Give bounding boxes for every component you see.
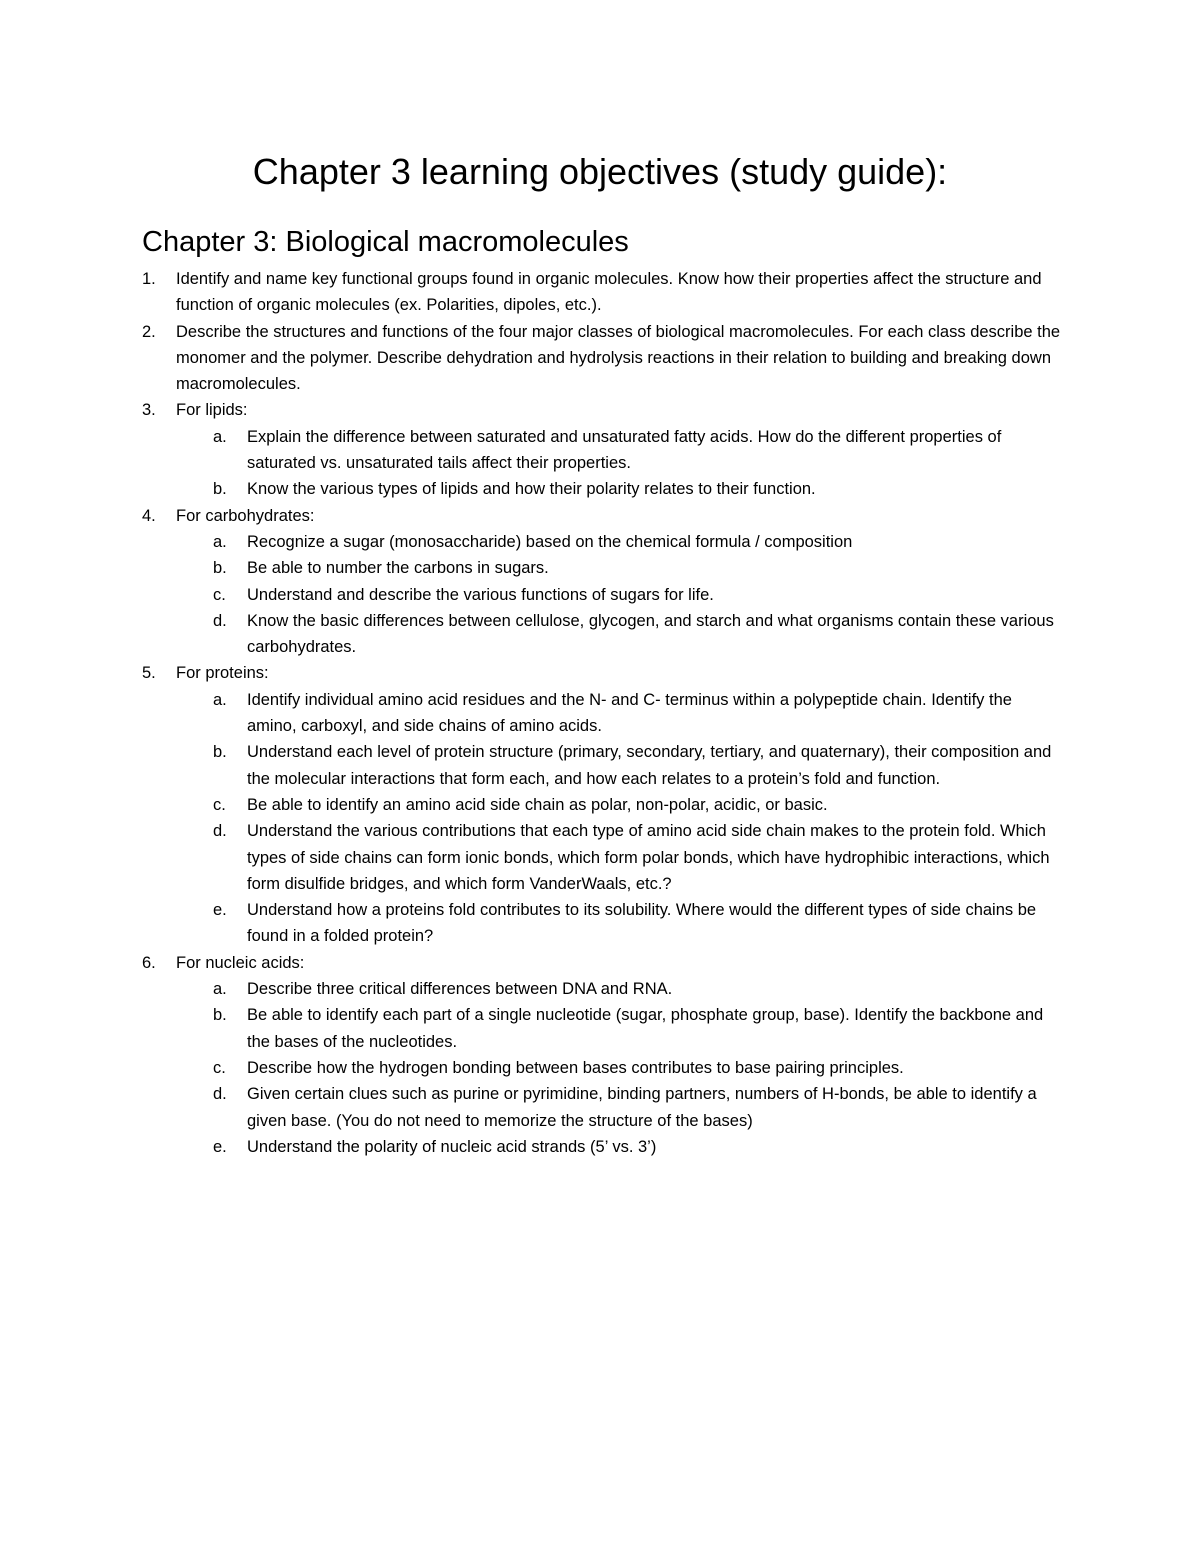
sub-objective-letter: c. — [213, 795, 226, 814]
sub-objective-item — [142, 818, 1062, 897]
objective-number: 5. — [142, 664, 156, 683]
sub-objective-item — [142, 582, 1062, 608]
sub-objective-text: Be able to number the carbons in sugars. — [247, 559, 549, 578]
sub-objective-text: Be able to identify each part of a single nucleotide (sugar, phosphate group, base). Identify the backbone and the bases of the nucleotides. — [247, 1006, 1044, 1051]
sub-objective-text: Understand and describe the various functions of sugars for life. — [247, 585, 714, 604]
sub-objective-letter: a. — [213, 690, 227, 709]
objective-number: 2. — [142, 322, 156, 341]
sub-objective-item — [142, 897, 1062, 950]
sub-objective-text: Identify individual amino acid residues and the N- and C- terminus within a polypeptide chain. Identify the amino, carboxyl, and side chains of amino acids. — [247, 690, 1012, 736]
objective-item — [142, 266, 1062, 319]
sub-objective-item — [142, 1002, 1062, 1055]
sub-objective-item — [142, 529, 1062, 555]
sub-objective-letter: e. — [213, 1137, 227, 1156]
sub-objective-item — [142, 976, 1062, 1002]
sub-objective-letter: e. — [213, 901, 227, 920]
sub-objective-item — [142, 555, 1062, 581]
sub-objective-text: Understand each level of protein structure (primary, secondary, tertiary, and quaternary), their composition and the molecular interactions that form each, and how each relates to a protein’s fold and function. — [247, 743, 1052, 788]
objective-text: Identify and name key functional groups found in organic molecules. Know how their properties affect the structure and function of organic molecules (ex. Polarities, dipoles, etc.). — [176, 270, 1042, 315]
sub-objective-item — [142, 687, 1062, 740]
sub-objective-letter: d. — [213, 1085, 227, 1104]
objective-item — [142, 660, 1062, 686]
sub-objective-text: Given certain clues such as purine or pyrimidine, binding partners, numbers of H-bonds, be able to identify a given base. (You do not need to memorize the structure of the bases) — [247, 1085, 1037, 1130]
sub-objective-item — [142, 792, 1062, 818]
section-heading: Chapter 3: Biological macromolecules — [142, 226, 629, 258]
sub-objective-letter: b. — [213, 1006, 227, 1025]
objective-text: Describe the structures and functions of the four major classes of biological macromolecules. For each class describe the monomer and the polymer. Describe dehydration and hydrolysis reactions in their relation to building and breaking down macromolecules. — [176, 322, 1061, 394]
objective-number: 6. — [142, 953, 156, 972]
sub-objective-letter: b. — [213, 559, 227, 578]
sub-objective-item — [142, 476, 1062, 502]
sub-objective-item — [142, 739, 1062, 792]
objective-item — [142, 950, 1062, 976]
sub-objective-text: Be able to identify an amino acid side chain as polar, non-polar, acidic, or basic. — [247, 795, 828, 814]
sub-objective-letter: a. — [213, 427, 227, 446]
sub-objective-letter: b. — [213, 743, 227, 762]
objective-item — [142, 397, 1062, 423]
sub-objective-letter: d. — [213, 822, 227, 841]
objective-text: For carbohydrates: — [176, 506, 315, 525]
objective-text: For proteins: — [176, 664, 269, 683]
sub-objective-item — [142, 1134, 1062, 1160]
objective-text: For lipids: — [176, 401, 248, 420]
objectives-list — [142, 266, 1062, 1160]
sub-objective-letter: d. — [213, 611, 227, 630]
sub-objective-text: Explain the difference between saturated and unsaturated fatty acids. How do the different properties of saturated vs. unsaturated tails affect their properties. — [247, 427, 1002, 473]
sub-objective-text: Describe three critical differences between DNA and RNA. — [247, 980, 673, 999]
sub-objective-item — [142, 1081, 1062, 1134]
sub-objective-text: Understand the polarity of nucleic acid strands (5’ vs. 3’) — [247, 1137, 657, 1156]
sub-objective-letter: b. — [213, 480, 227, 499]
sub-objective-item — [142, 424, 1062, 477]
sub-objective-letter: a. — [213, 532, 227, 551]
objective-text: For nucleic acids: — [176, 953, 305, 972]
sub-objective-text: Understand how a proteins fold contributes to its solubility. Where would the different types of side chains be found in a folded protein? — [247, 901, 1037, 946]
document-title: Chapter 3 learning objectives (study guide): — [252, 151, 948, 192]
sub-objective-text: Recognize a sugar (monosaccharide) based on the chemical formula / composition — [247, 532, 853, 551]
objective-number: 3. — [142, 401, 156, 420]
objective-number: 4. — [142, 506, 156, 525]
sub-objective-item — [142, 1055, 1062, 1081]
sub-objective-item — [142, 608, 1062, 661]
sub-objective-text: Describe how the hydrogen bonding between bases contributes to base pairing principles. — [247, 1058, 904, 1077]
sub-objective-text: Know the various types of lipids and how their polarity relates to their function. — [247, 480, 816, 499]
objective-item — [142, 503, 1062, 529]
sub-objective-text: Know the basic differences between cellulose, glycogen, and starch and what organisms contain these various carbohydrates. — [247, 611, 1054, 657]
objective-item — [142, 319, 1062, 398]
sub-objective-letter: a. — [213, 980, 227, 999]
sub-objective-text: Understand the various contributions that each type of amino acid side chain makes to the protein fold. Which types of side chains can form ionic bonds, which form polar bonds, which have hydrophibic interactions, which form disulfide bridges, and which form VanderWaals, etc.? — [247, 822, 1050, 893]
objective-number: 1. — [142, 270, 156, 288]
sub-objective-letter: c. — [213, 1058, 226, 1077]
sub-objective-letter: c. — [213, 585, 226, 604]
